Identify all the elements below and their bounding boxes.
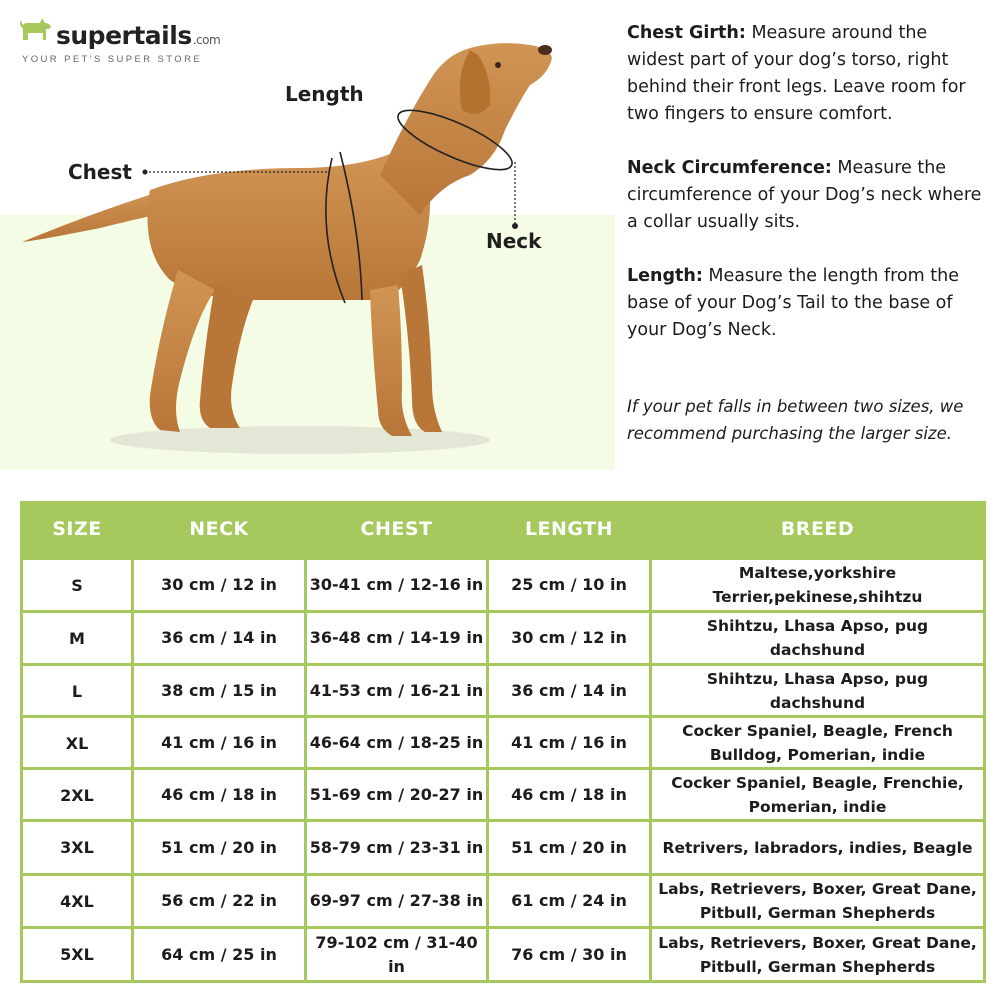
cell-breed: Maltese,yorkshire Terrier,pekinese,shihtzu xyxy=(652,560,983,610)
measurement-instructions xyxy=(627,20,989,474)
cell-neck: 41 cm / 16 in xyxy=(134,718,304,767)
cell-breed: Labs, Retrievers, Boxer, Great Dane, Pitbull, German Shepherds xyxy=(652,876,983,926)
cell-length: 36 cm / 14 in xyxy=(489,666,649,715)
cell-neck: 51 cm / 20 in xyxy=(134,822,304,873)
cell-size: 3XL xyxy=(23,822,131,873)
cell-size: M xyxy=(23,613,131,663)
cell-neck: 38 cm / 15 in xyxy=(134,666,304,715)
cell-chest: 51-69 cm / 20-27 in xyxy=(307,770,486,819)
cell-neck: 56 cm / 22 in xyxy=(134,876,304,926)
cell-size: S xyxy=(23,560,131,610)
cell-size: XL xyxy=(23,718,131,767)
cell-length: 30 cm / 12 in xyxy=(489,613,649,663)
length-label: Length xyxy=(285,82,364,106)
cell-breed: Cocker Spaniel, Beagle, French Bulldog, Pomerian, indie xyxy=(652,718,983,767)
sizing-note: If your pet falls in between two sizes, we recommend purchasing the larger size. xyxy=(627,397,964,443)
header-breed: BREED xyxy=(780,518,855,540)
cell-breed: Labs, Retrievers, Boxer, Great Dane, Pitbull, German Shepherds xyxy=(652,929,983,980)
header-length: LENGTH xyxy=(524,518,614,540)
cell-size: 5XL xyxy=(23,929,131,980)
cell-chest: 41-53 cm / 16-21 in xyxy=(307,666,486,715)
header-chest: CHEST xyxy=(360,518,433,540)
chest-label: Chest xyxy=(68,160,132,184)
chest-instruction: Chest Girth: Measure around the widest part of your dog’s torso, right behind their front legs. Leave room for two fingers to ensure comfort. xyxy=(627,23,966,124)
cell-chest: 69-97 cm / 27-38 in xyxy=(307,876,486,926)
dog-eye xyxy=(495,62,501,68)
cell-breed: Shihtzu, Lhasa Apso, pug dachshund xyxy=(652,613,983,663)
cell-chest: 46-64 cm / 18-25 in xyxy=(307,718,486,767)
dog-back-leg-right xyxy=(200,285,255,428)
cell-chest: 79-102 cm / 31-40 in xyxy=(307,929,486,980)
cell-size: 4XL xyxy=(23,876,131,926)
size-chart-table xyxy=(20,501,986,983)
cell-breed: Shihtzu, Lhasa Apso, pug dachshund xyxy=(652,666,983,715)
cell-length: 51 cm / 20 in xyxy=(489,822,649,873)
cell-length: 41 cm / 16 in xyxy=(489,718,649,767)
cell-neck: 46 cm / 18 in xyxy=(134,770,304,819)
cell-length: 76 cm / 30 in xyxy=(489,929,649,980)
dog-nose xyxy=(538,45,552,55)
logo-wordmark: supertails.com xyxy=(56,21,221,50)
cell-breed: Retrivers, labradors, indies, Beagle xyxy=(652,822,983,873)
cell-chest: 36-48 cm / 14-19 in xyxy=(307,613,486,663)
cell-length: 46 cm / 18 in xyxy=(489,770,649,819)
length-instruction: Length: Measure the length from the base of your Dog’s Tail to the base of your Dog’s Neck. xyxy=(627,266,959,340)
cell-length: 61 cm / 24 in xyxy=(489,876,649,926)
dog-front-leg-right xyxy=(400,265,442,432)
cell-size: L xyxy=(23,666,131,715)
chest-leader-dot xyxy=(143,170,148,175)
cell-neck: 30 cm / 12 in xyxy=(134,560,304,610)
cell-size: 2XL xyxy=(23,770,131,819)
cell-neck: 36 cm / 14 in xyxy=(134,613,304,663)
cell-chest: 30-41 cm / 12-16 in xyxy=(307,560,486,610)
neck-instruction: Neck Circumference: Measure the circumference of your Dog’s neck where a collar usually sits. xyxy=(627,158,982,232)
header-size: SIZE xyxy=(52,518,102,540)
cell-length: 25 cm / 10 in xyxy=(489,560,649,610)
header-neck: NECK xyxy=(189,518,249,540)
cell-chest: 58-79 cm / 23-31 in xyxy=(307,822,486,873)
cell-neck: 64 cm / 25 in xyxy=(134,929,304,980)
logo-tagline: YOUR PET'S SUPER STORE xyxy=(22,54,203,65)
neck-label: Neck xyxy=(486,229,542,253)
cell-breed: Cocker Spaniel, Beagle, Frenchie, Pomerian, indie xyxy=(652,770,983,819)
